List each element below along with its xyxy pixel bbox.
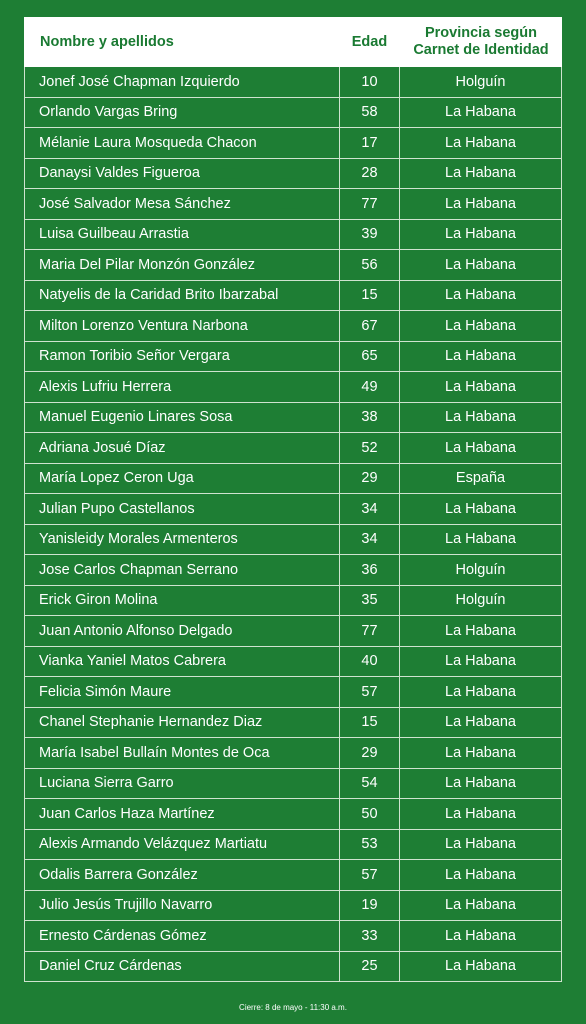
cell-name: María Lopez Ceron Uga (39, 470, 194, 487)
cell-province: La Habana (445, 165, 516, 182)
cell-age: 34 (339, 525, 400, 555)
cell-age: 15 (339, 708, 400, 738)
header-province-line2: Carnet de Identidad (413, 42, 549, 58)
table-row (25, 616, 561, 647)
cell-name: Felicia Simón Maure (39, 683, 172, 700)
table-row (25, 372, 561, 403)
table-row (25, 464, 561, 495)
cell-age: 52 (339, 433, 400, 463)
cell-name: José Salvador Mesa Sánchez (39, 195, 231, 212)
cell-name: Juan Antonio Alfonso Delgado (39, 622, 233, 639)
cell-name: Ramon Toribio Señor Vergara (39, 348, 230, 365)
cell-age: 67 (339, 311, 400, 341)
table-row (25, 799, 561, 830)
victims-table (24, 17, 562, 982)
cell-name: Julio Jesús Trujillo Navarro (39, 897, 213, 914)
cell-age: 54 (339, 769, 400, 799)
cell-age: 39 (339, 220, 400, 250)
header-name: Nombre y apellidos (40, 34, 174, 50)
table-row (25, 921, 561, 952)
cell-province: Holguín (455, 73, 506, 90)
table-row (25, 189, 561, 220)
cell-name: Adriana Josué Díaz (39, 439, 166, 456)
table-row (25, 250, 561, 281)
cell-province: La Habana (445, 226, 516, 243)
table-row (25, 342, 561, 373)
table-header (24, 17, 562, 67)
cell-age: 40 (339, 647, 400, 677)
cell-name: Erick Giron Molina (39, 592, 158, 609)
cell-age: 15 (339, 281, 400, 311)
table-row (25, 555, 561, 586)
table-row (25, 311, 561, 342)
cell-age: 34 (339, 494, 400, 524)
table-row (25, 98, 561, 129)
cell-age: 29 (339, 738, 400, 768)
cell-name: Maria Del Pilar Monzón González (39, 256, 255, 273)
cell-province: La Habana (445, 195, 516, 212)
cell-province: La Habana (445, 775, 516, 792)
closing-note: Cierre: 8 de mayo - 11:30 a.m. (239, 1003, 347, 1012)
cell-name: Odalis Barrera González (39, 866, 198, 883)
table-row (25, 830, 561, 861)
cell-province: La Habana (445, 622, 516, 639)
cell-age: 25 (339, 952, 400, 982)
cell-age: 57 (339, 677, 400, 707)
cell-name: Chanel Stephanie Hernandez Diaz (39, 714, 263, 731)
cell-province: La Habana (445, 744, 516, 761)
cell-age: 35 (339, 586, 400, 616)
cell-province: La Habana (445, 683, 516, 700)
cell-name: María Isabel Bullaín Montes de Oca (39, 744, 270, 761)
cell-name: Daniel Cruz Cárdenas (39, 958, 182, 975)
cell-age: 56 (339, 250, 400, 280)
cell-province: La Habana (445, 348, 516, 365)
cell-age: 49 (339, 372, 400, 402)
cell-name: Natyelis de la Caridad Brito Ibarzabal (39, 287, 279, 304)
cell-province: La Habana (445, 409, 516, 426)
table-row (25, 738, 561, 769)
cell-name: Manuel Eugenio Linares Sosa (39, 409, 233, 426)
cell-province: La Habana (445, 287, 516, 304)
header-province-line1: Provincia según (424, 25, 537, 41)
cell-name: Milton Lorenzo Ventura Narbona (39, 317, 248, 334)
cell-name: Jonef José Chapman Izquierdo (39, 73, 240, 90)
table-row (25, 220, 561, 251)
cell-province: La Habana (445, 317, 516, 334)
cell-age: 19 (339, 891, 400, 921)
cell-province: La Habana (445, 134, 516, 151)
cell-name: Alexis Armando Velázquez Martiatu (39, 836, 268, 853)
header-age: Edad (351, 34, 388, 50)
table-row (25, 769, 561, 800)
cell-age: 53 (339, 830, 400, 860)
table-row (25, 891, 561, 922)
cell-name: Ernesto Cárdenas Gómez (39, 927, 207, 944)
table-row (25, 860, 561, 891)
table-row (25, 494, 561, 525)
cell-name: Mélanie Laura Mosqueda Chacon (39, 134, 257, 151)
cell-province: Holguín (455, 561, 506, 578)
cell-name: Jose Carlos Chapman Serrano (39, 561, 239, 578)
cell-province: La Habana (445, 378, 516, 395)
cell-province: España (455, 470, 506, 487)
cell-province: La Habana (445, 714, 516, 731)
cell-age: 77 (339, 189, 400, 219)
cell-province: La Habana (445, 836, 516, 853)
table-row (25, 647, 561, 678)
cell-age: 50 (339, 799, 400, 829)
cell-name: Orlando Vargas Bring (39, 104, 178, 121)
cell-province: La Habana (445, 927, 516, 944)
cell-province: Holguín (455, 592, 506, 609)
cell-age: 33 (339, 921, 400, 951)
cell-name: Vianka Yaniel Matos Cabrera (39, 653, 226, 670)
table-row (25, 708, 561, 739)
cell-province: La Habana (445, 104, 516, 121)
cell-name: Juan Carlos Haza Martínez (39, 805, 215, 822)
cell-name: Danaysi Valdes Figueroa (39, 165, 200, 182)
header-province (400, 25, 562, 59)
cell-province: La Habana (445, 439, 516, 456)
cell-age: 10 (339, 67, 400, 97)
table-row (25, 281, 561, 312)
cell-name: Luisa Guilbeau Arrastia (39, 226, 189, 243)
table-row (25, 525, 561, 556)
table-row (25, 952, 561, 983)
cell-province: La Habana (445, 958, 516, 975)
table-row (25, 433, 561, 464)
table-row (25, 159, 561, 190)
cell-age: 77 (339, 616, 400, 646)
table-row (25, 128, 561, 159)
cell-province: La Habana (445, 653, 516, 670)
table-row (25, 677, 561, 708)
cell-province: La Habana (445, 256, 516, 273)
cell-province: La Habana (445, 805, 516, 822)
cell-name: Yanisleidy Morales Armenteros (39, 531, 238, 548)
cell-age: 29 (339, 464, 400, 494)
cell-age: 58 (339, 98, 400, 128)
cell-province: La Habana (445, 531, 516, 548)
cell-age: 17 (339, 128, 400, 158)
cell-age: 36 (339, 555, 400, 585)
cell-province: La Habana (445, 500, 516, 517)
cell-age: 65 (339, 342, 400, 372)
cell-name: Luciana Sierra Garro (39, 775, 174, 792)
table-body (24, 67, 562, 982)
table-row (25, 67, 561, 98)
cell-province: La Habana (445, 866, 516, 883)
cell-province: La Habana (445, 897, 516, 914)
cell-age: 38 (339, 403, 400, 433)
cell-name: Julian Pupo Castellanos (39, 500, 195, 517)
table-row (25, 586, 561, 617)
cell-age: 28 (339, 159, 400, 189)
cell-name: Alexis Lufriu Herrera (39, 378, 172, 395)
table-row (25, 403, 561, 434)
cell-age: 57 (339, 860, 400, 890)
